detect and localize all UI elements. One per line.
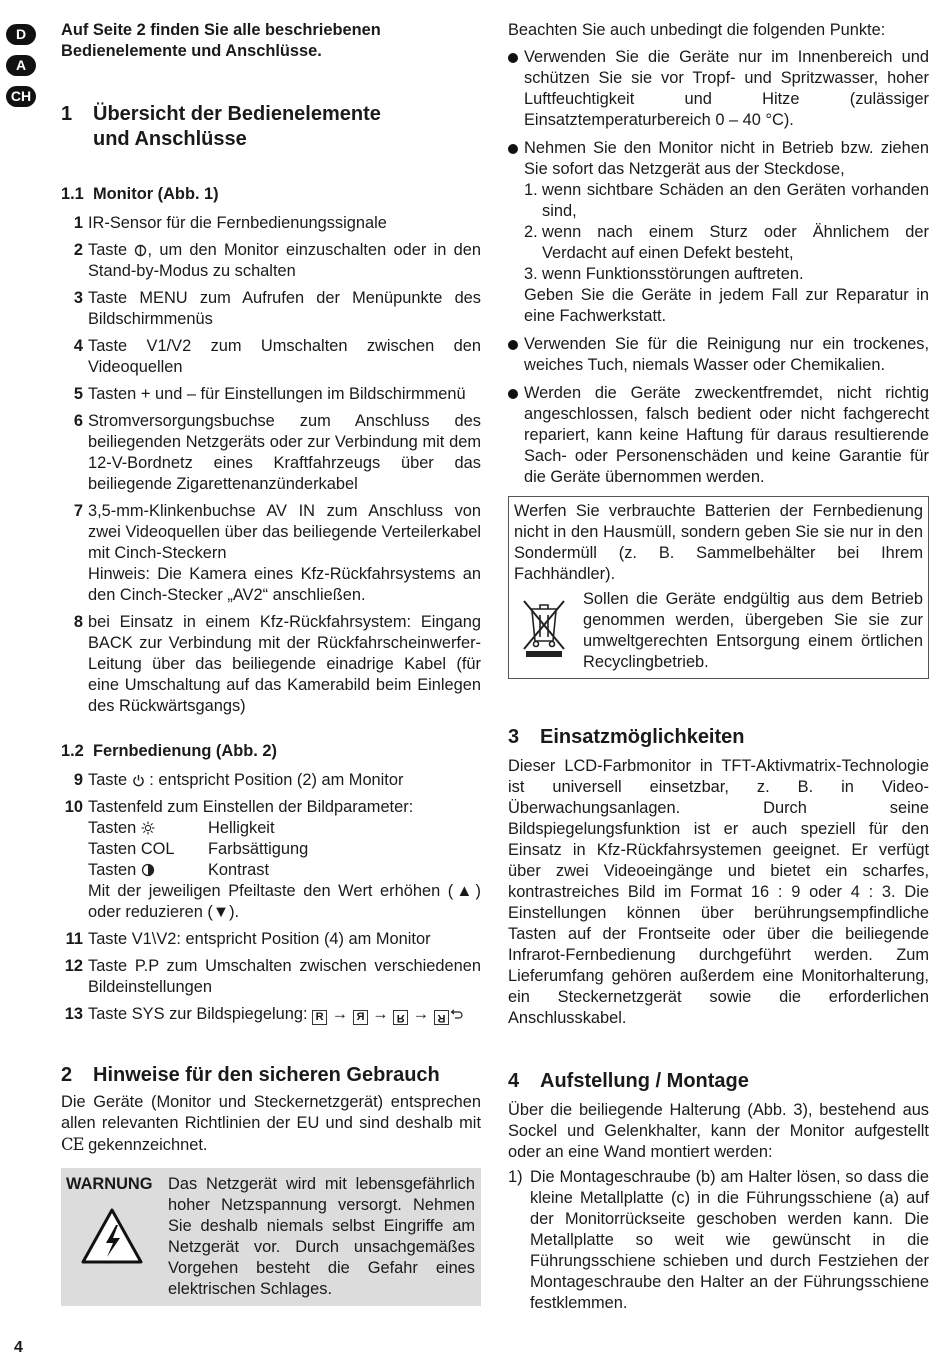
body-text: Die Geräte (Monitor und Steckernetzgerät) entsprechen allen relevanten Richtlinien der EU und sind deshalb mit	[61, 1093, 481, 1132]
item-text	[88, 240, 481, 282]
warning-text: Das Netzgerät wird mit lebensgefährlich hoher Netzspannung versorgt. Nehmen Sie deshalb niemals selbst Eingriffe am Netzgerät vor. Durch unsachgemäßes Vorgehen besteht die Gefahr eines elektrischen Schlages.	[168, 1175, 475, 1298]
list-item	[61, 384, 481, 405]
list-item	[61, 797, 481, 923]
list-item	[61, 240, 481, 282]
battery-disposal-text: Werfen Sie verbrauchte Batterien der Fernbedienung nicht in den Hausmüll, sondern geben Sie sie nur in den Sondermüll (z. B. Sammelbehälter bei Ihrem Fachhändler).	[514, 502, 923, 583]
ce-mark-icon: CE	[61, 1135, 84, 1154]
list-item	[61, 501, 481, 606]
electric-shock-warning-icon	[80, 1207, 144, 1265]
parameter-name: Kontrast	[208, 861, 270, 879]
mirror-horizontal-icon: R	[353, 1010, 368, 1025]
item-number: 1.	[524, 181, 538, 199]
safety-bullets	[508, 47, 929, 488]
item-text-main: Tastenfeld zum Einstellen der Bildparameter:	[88, 798, 414, 816]
list-item	[61, 929, 481, 950]
item-text-post: : entspricht Position (2) am Monitor	[144, 771, 404, 789]
country-tab-ch: CH	[6, 86, 36, 107]
item-text: Taste P.P zum Umschalten zwischen verschiedenen Bildeinstellungen	[88, 957, 481, 996]
warning-label: WARNUNG	[66, 1175, 153, 1193]
item-number: 4	[73, 337, 83, 355]
item-text: Taste V1/V2 zum Umschalten zwischen den Videoquellen	[88, 337, 481, 376]
item-text	[88, 501, 481, 606]
bullet-text: Verwenden Sie die Geräte nur im Innenbereich und schützen Sie sie vor Tropf- und Spritzwasser, hoher Luftfeuchtigkeit und Hitze (zulässiger Einsatztemperaturbereich 0 – 40 °C).	[524, 48, 929, 129]
item-number: 5	[73, 385, 83, 403]
section-4-text: Über die beiliegende Halterung (Abb. 3), bestehend aus Sockel und Gelenkhalter, kann der Monitor aufgestellt oder an eine Wand montiert werden:	[508, 1101, 929, 1161]
country-tab-at: A	[6, 55, 36, 76]
list-item	[61, 411, 481, 495]
bullet-text-main: Nehmen Sie den Monitor nicht in Betrieb bzw. ziehen Sie sofort das Netzgerät aus der Steckdose,	[524, 139, 929, 178]
item-text: Taste MENU zum Aufrufen der Menüpunkte des Bildschirmmenüs	[88, 289, 481, 328]
right-column	[508, 20, 929, 1314]
arrow-right-icon: →	[331, 1005, 349, 1023]
item-text-main: 3,5-mm-Klinkenbuchse AV IN zum Anschluss von zwei Videoquellen über das beiliegende Verteilerkabel mit Cinch-Steckern	[88, 502, 481, 562]
section-title: Hinweise für den sicheren Gebrauch	[93, 1064, 440, 1086]
item-text	[88, 1004, 481, 1025]
section-title: Einsatzmöglichkeiten	[540, 726, 745, 748]
subsection-1-1-heading	[61, 184, 481, 205]
disposal-box	[508, 496, 929, 679]
item-number: 12	[64, 957, 83, 975]
parameter-row	[88, 818, 481, 839]
device-disposal-text: Sollen die Geräte endgültig aus dem Betrieb genommen werden, übergeben Sie sie zur umweltgerechten Entsorgung einem örtlichen Recyclingbetrieb.	[583, 590, 923, 671]
section-1-heading	[61, 102, 481, 152]
arrow-right-icon: →	[372, 1005, 389, 1023]
bullet-text: Werden die Geräte zweckentfremdet, nicht richtig angeschlossen, falsch bedient oder nicht fachgerecht repariert, kann keine Haftung für daraus resultierende Sach- oder Personenschäden und keine Garantie für die Geräte übernommen werden.	[524, 384, 929, 486]
bullet-icon	[508, 340, 518, 350]
parameter-row	[88, 839, 481, 860]
body-text: gekennzeichnet.	[83, 1136, 208, 1154]
item-number: 11	[65, 930, 83, 948]
item-text-pre: Taste	[88, 771, 132, 789]
parameter-row	[88, 860, 481, 881]
power-icon	[132, 774, 145, 787]
parameter-keys	[88, 818, 208, 839]
list-item	[524, 264, 929, 285]
left-column	[61, 20, 481, 1306]
bullet-text-after: Geben Sie die Geräte in jedem Fall zur Reparatur in eine Fachwerkstatt.	[524, 286, 929, 325]
item-text	[88, 770, 481, 791]
list-item	[524, 222, 929, 264]
bullet-text: Verwenden Sie für die Reinigung nur ein trockenes, weiches Tuch, niemals Wasser oder Chemikalien.	[524, 335, 929, 374]
remote-items	[61, 770, 481, 1025]
item-number: 2	[73, 241, 83, 259]
section-1-title-line1: Übersicht der Bedienelemente	[93, 103, 381, 125]
section-number: 2	[61, 1064, 73, 1086]
section-number: 4	[508, 1070, 520, 1092]
list-item	[61, 288, 481, 330]
section-3-heading	[508, 725, 929, 750]
section-4-heading	[508, 1069, 929, 1094]
item-text: wenn sichtbare Schäden an den Geräten vorhanden sind,	[542, 181, 929, 220]
item-number: 7	[73, 502, 83, 520]
item-text: wenn nach einem Sturz oder Ähnlichem der Verdacht auf einen Defekt besteht,	[542, 223, 929, 262]
item-note: Hinweis: Die Kamera eines Kfz-Rückfahrsystems an den Cinch-Stecker „AV2“ anschließen.	[88, 565, 481, 604]
cycle-back-icon	[449, 1009, 463, 1021]
item-text: Taste V1\V2: entspricht Position (4) am Monitor	[88, 930, 431, 948]
arrow-right-icon: →	[412, 1005, 430, 1023]
list-item	[61, 956, 481, 998]
intro-text: Auf Seite 2 finden Sie alle beschriebenen Bedienelemente und Anschlüsse.	[61, 21, 381, 60]
brightness-icon	[141, 821, 155, 835]
list-item	[524, 180, 929, 222]
contrast-icon	[141, 863, 155, 877]
parameter-key-label: Tasten	[88, 819, 141, 837]
subsection-1-2-heading	[61, 741, 481, 762]
list-item	[61, 770, 481, 791]
section-1-title-line2: und Anschlüsse	[93, 128, 247, 150]
section-3-text: Dieser LCD-Farbmonitor in TFT-Aktivmatrix-Technologie ist universell einsetzbar, z. B. in Video-Überwachungsanlagen. Durch seine Bildspiegelungsfunktion ist er auch speziell für den Einsatz in Kfz-Rückfahrsystemen geeignet. Er verfügt über zwei Videoeingänge und bietet ein scharfes, kontrastreiches Bild im Format 16 : 9 oder 4 : 3. Die Einstellungen können über berührungsempfindliche Tasten auf der Frontseite oder über die beiliegende Infrarot-Fernbedienung durchgeführt werden. Zum Lieferumfang gehören außerdem eine Monitorhalterung, ein Steckernetzgerät sowie die erforderlichen Anschlusskabel.	[508, 757, 929, 1027]
list-item	[61, 213, 481, 234]
note-text: ) oder reduzieren (	[88, 882, 481, 921]
list-item	[61, 612, 481, 717]
bullet-icon	[508, 389, 518, 399]
item-number: 10	[64, 798, 83, 816]
bullet-icon	[508, 53, 518, 63]
subsection-number: 1.2	[61, 742, 84, 760]
warning-box	[61, 1168, 481, 1306]
country-tabs	[6, 24, 38, 117]
item-text-pre: Taste	[88, 241, 135, 259]
item-text-main: Taste SYS zur Bildspiegelung:	[88, 1005, 313, 1023]
note-text: ).	[229, 903, 240, 921]
country-tab-de: D	[6, 24, 36, 45]
item-text: Stromversorgungsbuchse zum Anschluss des beiliegenden Netzgeräts oder zur Verbindung mit dem 12-V-Bordnetz eines Kraftfahrzeugs über das beiliegende Zigarettenanzünderkabel	[88, 412, 481, 493]
mirror-rotated-icon: R	[434, 1010, 449, 1025]
condition-list	[524, 180, 929, 285]
power-standby-icon	[134, 244, 147, 257]
bullet-icon	[508, 144, 518, 154]
item-text	[88, 797, 481, 923]
safety-heading: Beachten Sie auch unbedingt die folgenden Punkte:	[508, 21, 886, 39]
parameter-key-label: Tasten COL	[88, 840, 175, 858]
list-item	[61, 336, 481, 378]
item-text: IR-Sensor für die Fernbedienungssignale	[88, 214, 387, 232]
section-title	[93, 102, 381, 152]
crossed-bin-icon	[518, 595, 570, 659]
item-number: 3.	[524, 265, 538, 283]
monitor-items	[61, 213, 481, 717]
item-text: wenn Funktionsstörungen auftreten.	[542, 265, 804, 283]
list-item	[508, 47, 929, 131]
item-text-post: , um den Monitor einzuschalten oder in den Stand-by-Modus zu schalten	[88, 241, 482, 280]
list-item	[508, 1167, 929, 1314]
parameter-name: Helligkeit	[208, 819, 275, 837]
parameter-key-label: Tasten	[88, 861, 141, 879]
item-number: 3	[73, 289, 83, 307]
note-text: Mit der jeweiligen Pfeiltaste den Wert erhöhen (	[88, 882, 454, 900]
section-title: Aufstellung / Montage	[540, 1070, 749, 1092]
list-item	[61, 1004, 481, 1025]
parameter-keys	[88, 860, 208, 881]
device-disposal	[514, 589, 923, 673]
list-item	[508, 334, 929, 376]
mirror-vertical-icon: R	[393, 1010, 408, 1025]
item-number: 6	[73, 412, 83, 430]
section-number: 3	[508, 726, 520, 748]
step-number: 1)	[508, 1168, 523, 1186]
item-number: 1	[73, 214, 83, 232]
section-2-text	[61, 1092, 481, 1156]
subsection-title: Monitor (Abb. 1)	[93, 185, 219, 203]
mirror-normal-icon: R	[312, 1010, 327, 1025]
list-item	[508, 383, 929, 488]
parameter-name: Farbsättigung	[208, 840, 309, 858]
section-2-heading	[61, 1063, 481, 1088]
item-text: bei Einsatz in einem Kfz-Rückfahrsystem: Eingang BACK zur Verbindung mit der Rückfahrscheinwerfer-Leitung über das beiliegende einadrige Kabel (für eine Umschaltung auf das Kamerabild beim Einlegen des Rückwärtsgangs)	[88, 613, 481, 715]
step-text: Die Montageschraube (b) am Halter lösen, so dass die kleine Metallplatte (c) in die Führungsschiene (a) auf der Monitorrückseite geschoben werden kann. Die Metallplatte so weit wie gewünscht in die Führungsschiene schieben und durch Festziehen der Montageschraube den Halter an der Führungsschiene festklemmen.	[530, 1168, 929, 1312]
item-number: 8	[73, 613, 83, 631]
list-item	[508, 138, 929, 327]
bullet-text	[524, 138, 929, 327]
item-number: 2.	[524, 223, 538, 241]
warning-left	[66, 1174, 168, 1300]
page-number: 4	[14, 1339, 23, 1356]
up-arrow-icon: ▲	[453, 882, 476, 900]
subsection-title: Fernbedienung (Abb. 2)	[93, 742, 277, 760]
subsection-number: 1.1	[61, 185, 84, 203]
item-number: 13	[64, 1005, 83, 1023]
down-arrow-icon: ▼	[212, 903, 230, 921]
item-text: Tasten + und – für Einstellungen im Bildschirmmenü	[88, 385, 466, 403]
section-number: 1	[61, 103, 73, 125]
arrow-key-note	[88, 881, 481, 923]
item-number: 9	[73, 771, 83, 789]
